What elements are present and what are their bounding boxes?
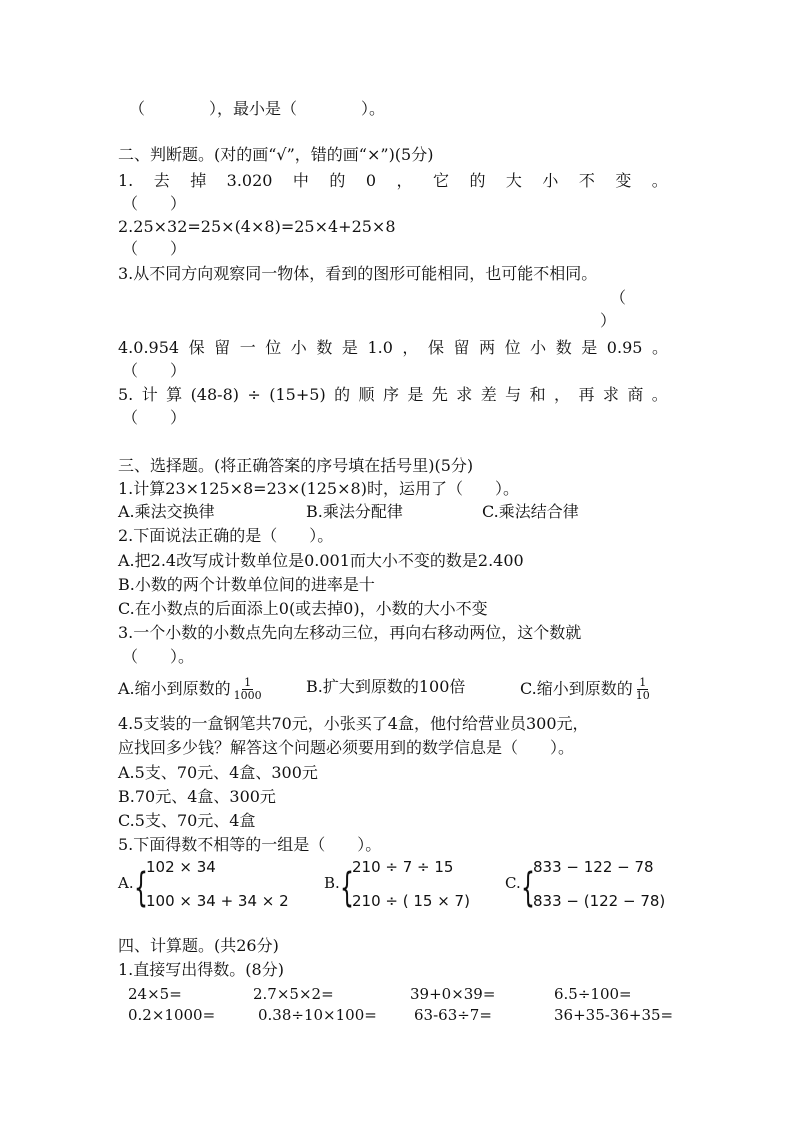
s3-q2-option-c: C.在小数点的后面添上0(或去掉0)，小数的大小不变 bbox=[118, 599, 488, 618]
s2-question-5 bbox=[118, 385, 668, 405]
word: 保 bbox=[427, 338, 444, 357]
s3-question-1: 1.计算23×125×8=23×(125×8)时，运用了（ ）。 bbox=[118, 479, 519, 498]
word: 与 bbox=[505, 385, 522, 404]
word: ÷ bbox=[247, 385, 261, 404]
expression-bottom: 100 × 34 + 34 × 2 bbox=[146, 892, 289, 910]
s3-q4-option-c: C.5支、70元、4盒 bbox=[118, 811, 256, 830]
s3-q3-option-b: B.扩大到原数的100倍 bbox=[306, 677, 466, 696]
s2-q2-answer-paren[interactable]: （ ） bbox=[122, 239, 187, 258]
word: 5. bbox=[118, 385, 134, 404]
word: 留 bbox=[453, 338, 470, 357]
word: 。 bbox=[651, 171, 668, 190]
word: 4.0.954 bbox=[118, 338, 180, 357]
word: 两 bbox=[479, 338, 496, 357]
expression-bottom: 833 − (122 − 78) bbox=[533, 892, 666, 910]
word: (48-8) bbox=[190, 385, 239, 404]
s3-question-2: 2.下面说法正确的是（ ）。 bbox=[118, 526, 334, 545]
word: 不 bbox=[578, 171, 595, 190]
word: 去 bbox=[153, 171, 170, 190]
expression-top: 210 ÷ 7 ÷ 15 bbox=[352, 858, 454, 876]
calc-item: 2.7×5×2= bbox=[253, 985, 334, 1003]
s3-q3-option-a bbox=[118, 677, 264, 702]
s3-question-3: 3.一个小数的小数点先向左移动三位，再向右移动两位，这个数就 bbox=[118, 623, 582, 642]
word: 0 bbox=[365, 171, 377, 190]
s3-q3-option-a-text: A.缩小到原数的 bbox=[118, 679, 231, 698]
calc-item: 24×5= bbox=[128, 985, 182, 1003]
s3-q1-option-a: A.乘法交换律 bbox=[118, 502, 215, 521]
s3-q4-continuation: 应找回多少钱？解答这个问题必须要用到的数学信息是（ ）。 bbox=[118, 738, 575, 757]
s3-q4-option-a: A.5支、70元、4盒、300元 bbox=[118, 763, 318, 782]
word: ， bbox=[396, 171, 413, 190]
expression-top: 102 × 34 bbox=[146, 858, 216, 876]
calc-item: 0.2×1000= bbox=[128, 1006, 216, 1024]
word: 小 bbox=[530, 338, 547, 357]
section3-title: 三、选择题。(将正确答案的序号填在括号里)(5分) bbox=[118, 456, 474, 475]
word: 再 bbox=[578, 385, 595, 404]
word: 大 bbox=[505, 171, 522, 190]
s3-question-4: 4.5支装的一盒钢笔共70元，小张买了4盒，他付给营业员300元， bbox=[118, 714, 589, 733]
word: 的 bbox=[329, 171, 346, 190]
s3-q3-option-c bbox=[520, 677, 652, 702]
s3-q3-option-c-text: C.缩小到原数的 bbox=[520, 679, 633, 698]
fraction: $\frac{1}{10}$ bbox=[635, 676, 650, 702]
s2-question-3: 3.从不同方向观察同一物体，看到的图形可能相同，也可能不相同。 bbox=[118, 264, 598, 283]
s2-question-2: 2.25×32=25×(4×8)=25×4+25×8 bbox=[118, 217, 396, 236]
word: 0.95 bbox=[606, 338, 643, 357]
word: 的 bbox=[469, 171, 486, 190]
word: 掉 bbox=[190, 171, 207, 190]
section2-title: 二、判断题。(对的画“√”，错的画“×”)(5分) bbox=[118, 145, 434, 164]
s2-q4-answer-paren[interactable]: （ ） bbox=[122, 361, 187, 380]
word: 留 bbox=[214, 338, 231, 357]
word: 的 bbox=[334, 385, 351, 404]
prev-question-tail: （ ），最小是（ ）。 bbox=[129, 99, 386, 118]
word: 先 bbox=[431, 385, 448, 404]
word: 小 bbox=[290, 338, 307, 357]
s3-q2-option-a: A.把2.4改写成计数单位是0.001而大小不变的数是2.400 bbox=[118, 551, 524, 570]
word: 保 bbox=[188, 338, 205, 357]
brace-icon: { bbox=[134, 865, 148, 911]
expression-top: 833 − 122 − 78 bbox=[533, 858, 654, 876]
s3-question-5: 5.下面得数不相等的一组是（ ）。 bbox=[118, 835, 382, 854]
s2-question-4 bbox=[118, 338, 668, 358]
word: 它 bbox=[432, 171, 449, 190]
word: 顺 bbox=[358, 385, 375, 404]
word: ， bbox=[402, 338, 419, 357]
expression-bottom: 210 ÷ ( 15 × 7) bbox=[352, 892, 470, 910]
option-label: C. bbox=[505, 874, 521, 892]
word: 3.020 bbox=[226, 171, 273, 190]
calc-item: 39+0×39= bbox=[410, 985, 496, 1003]
brace-icon: { bbox=[521, 865, 535, 911]
word: 算 bbox=[166, 385, 183, 404]
s3-q4-option-b: B.70元、4盒、300元 bbox=[118, 787, 276, 806]
s2-question-1 bbox=[118, 171, 668, 191]
word: 和 bbox=[529, 385, 546, 404]
s3-q1-option-b: B.乘法分配律 bbox=[306, 502, 403, 521]
word: ， bbox=[554, 385, 571, 404]
s2-q3-paren-open[interactable]: （ bbox=[610, 288, 627, 307]
word: 位 bbox=[504, 338, 521, 357]
brace-icon: { bbox=[340, 865, 354, 911]
calc-item: 36+35-36+35= bbox=[554, 1006, 674, 1024]
s2-q1-answer-paren[interactable]: （ ） bbox=[122, 194, 187, 213]
word: 求 bbox=[456, 385, 473, 404]
word: 序 bbox=[382, 385, 399, 404]
word: 变 bbox=[615, 171, 632, 190]
word: 中 bbox=[292, 171, 309, 190]
word: 1.0 bbox=[367, 338, 393, 357]
word: 位 bbox=[265, 338, 282, 357]
word: 数 bbox=[316, 338, 333, 357]
calc-item: 6.5÷100= bbox=[554, 985, 632, 1003]
fraction: $\frac{1}{1000}$ bbox=[233, 676, 262, 702]
s3-q2-option-b: B.小数的两个计数单位间的进率是十 bbox=[118, 575, 375, 594]
word: 一 bbox=[239, 338, 256, 357]
word: 。 bbox=[651, 385, 668, 404]
word: 。 bbox=[651, 338, 668, 357]
word: 差 bbox=[480, 385, 497, 404]
word: 小 bbox=[542, 171, 559, 190]
word: 商 bbox=[627, 385, 644, 404]
s4-subsection-1: 1.直接写出得数。(8分) bbox=[118, 960, 284, 979]
word: 是 bbox=[341, 338, 358, 357]
calc-item: 0.38÷10×100= bbox=[258, 1006, 377, 1024]
calc-item: 63-63÷7= bbox=[414, 1006, 492, 1024]
s3-q1-option-c: C.乘法结合律 bbox=[482, 502, 579, 521]
option-label: B. bbox=[324, 874, 340, 892]
section4-title: 四、计算题。(共26分) bbox=[118, 936, 279, 955]
s3-q3-continuation: （ ）。 bbox=[122, 647, 195, 666]
word: 计 bbox=[141, 385, 158, 404]
word: (15+5) bbox=[269, 385, 326, 404]
s2-q5-answer-paren[interactable]: （ ） bbox=[122, 408, 187, 427]
option-label: A. bbox=[118, 874, 134, 892]
word: 是 bbox=[581, 338, 598, 357]
word: 求 bbox=[602, 385, 619, 404]
word: 数 bbox=[555, 338, 572, 357]
word: 1. bbox=[118, 171, 134, 190]
s2-q3-paren-close[interactable]: ） bbox=[600, 311, 617, 330]
word: 是 bbox=[407, 385, 424, 404]
